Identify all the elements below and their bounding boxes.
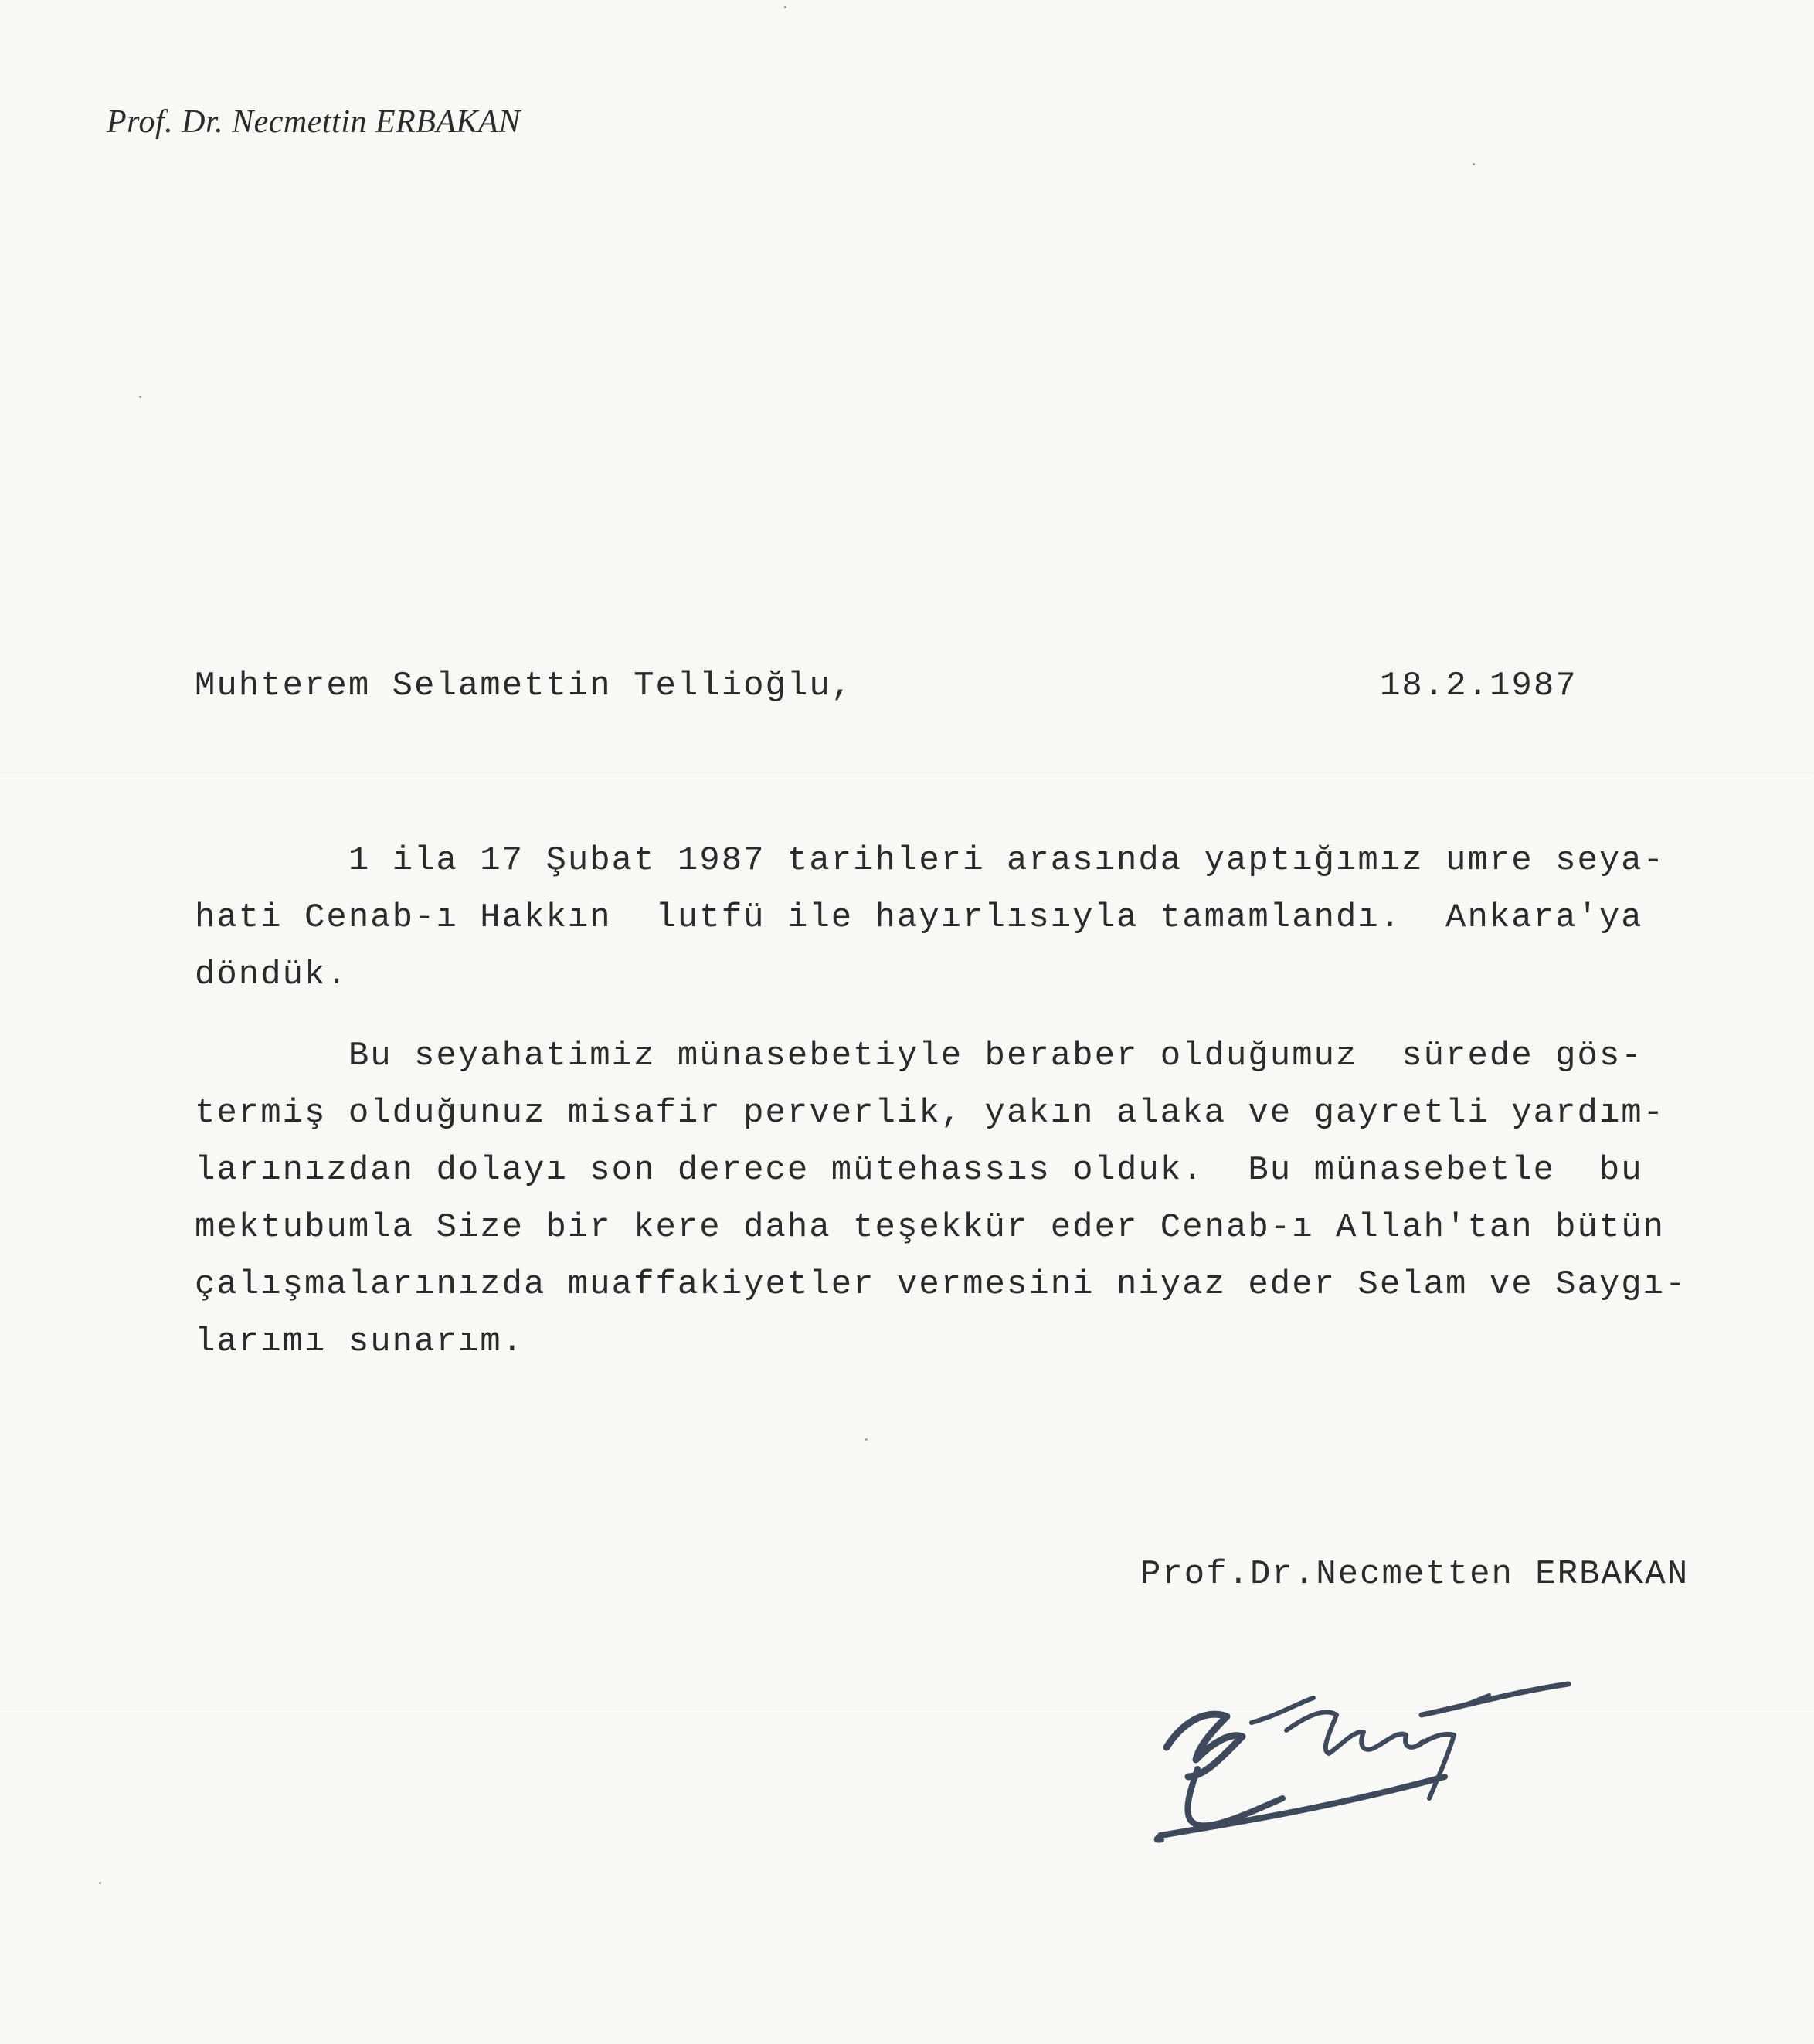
paper-speck [784,6,786,8]
body-line: Bu seyahatimiz münasebetiyle beraber olduğumuz sürede gös- [195,1037,1643,1075]
body-line: döndük. [195,956,348,994]
body-line: hati Cenab-ı Hakkın lutfü ile hayırlısıyla tamamlandı. Ankara'ya [195,898,1643,937]
paper-speck [865,1438,868,1441]
letter-date: 18.2.1987 [1380,667,1578,705]
letterhead: Prof. Dr. Necmettin ERBAKAN [107,104,521,140]
body-line: mektubumla Size bir kere daha teşekkür eder Cenab-ı Allah'tan bütün [195,1208,1666,1247]
salutation: Muhterem Selamettin Tellioğlu, [195,667,854,705]
paper-speck [139,396,141,398]
body-line: larımı sunarım. [195,1322,525,1361]
body-line: termiş olduğunuz misafir perverlik, yakın alaka ve gayretli yardım- [195,1094,1666,1132]
handwritten-signature-icon [1151,1661,1599,1846]
closing-name: Prof.Dr.Necmetten ERBAKAN [1140,1555,1690,1594]
paper-speck [1473,163,1475,165]
paper-speck [99,1882,101,1884]
paper-fold [0,772,1814,775]
body-line: çalışmalarınızda muaffakiyetler vermesini niyaz eder Selam ve Saygı- [195,1265,1687,1304]
body-paragraph-1 [195,832,1732,1003]
body-paragraph-2 [195,1027,1732,1370]
body-line: larınızdan dolayı son derece mütehassıs olduk. Bu münasebetle bu [195,1151,1643,1190]
body-line: 1 ila 17 Şubat 1987 tarihleri arasında yaptığımız umre seya- [195,841,1666,880]
